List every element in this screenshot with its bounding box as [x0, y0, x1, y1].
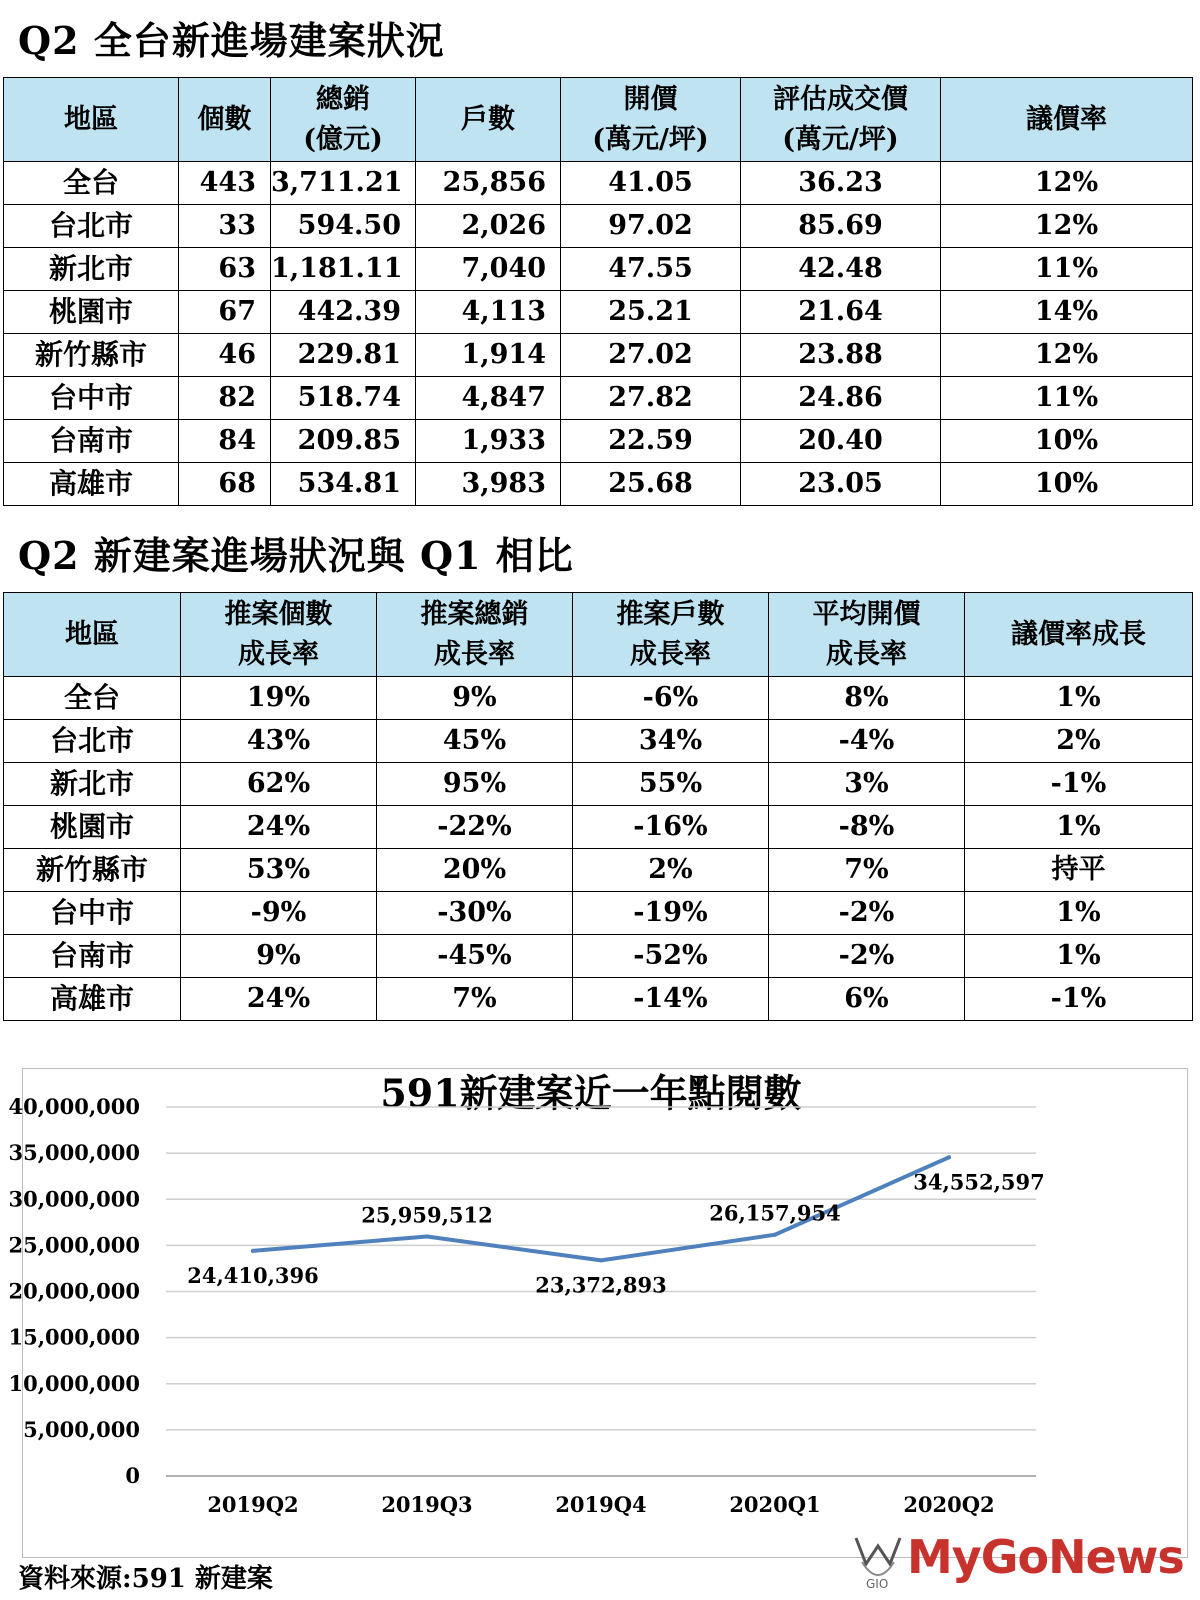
- value-cell: 1%: [965, 677, 1193, 720]
- value-cell: 25,856: [416, 162, 561, 205]
- table-row: [4, 677, 1193, 720]
- region-cell: 全台: [4, 162, 179, 205]
- value-cell: 3%: [769, 763, 965, 806]
- value-cell: -30%: [377, 892, 573, 935]
- y-tick-label: 5,000,000: [23, 1416, 140, 1442]
- table-row: [4, 291, 1193, 334]
- value-cell: 43%: [181, 720, 377, 763]
- table2-header-0: [4, 593, 181, 677]
- table-row: [4, 849, 1193, 892]
- table1-header-3: [416, 78, 561, 162]
- data-label: 34,552,597: [913, 1169, 1045, 1195]
- value-cell: 36.23: [741, 162, 941, 205]
- table-row: [4, 248, 1193, 291]
- table2-header-4: [769, 593, 965, 677]
- table-row: [4, 463, 1193, 506]
- value-cell: -52%: [573, 935, 769, 978]
- x-tick-label: 2020Q1: [729, 1492, 821, 1517]
- table-row: [4, 420, 1193, 463]
- table1-header-4-line-1: (萬元/坪): [592, 123, 709, 155]
- value-cell: 1,181.11: [271, 248, 416, 291]
- value-cell: 25.68: [561, 463, 741, 506]
- gio-logo-icon: [852, 1532, 904, 1592]
- data-source-note: 資料來源:591 新建案: [18, 1564, 273, 1594]
- data-label: 25,959,512: [361, 1202, 493, 1228]
- table1-header-0: [4, 78, 179, 162]
- table-row: [4, 978, 1193, 1021]
- data-point: [251, 1249, 255, 1253]
- y-tick-label: 15,000,000: [8, 1324, 140, 1350]
- table2-header-1-line-0: 推案個數: [224, 598, 333, 630]
- table-row: [4, 334, 1193, 377]
- table-row: [4, 806, 1193, 849]
- value-cell: 45%: [377, 720, 573, 763]
- gio-logo-text: GIO: [866, 1577, 889, 1591]
- value-cell: 24.86: [741, 377, 941, 420]
- value-cell: 97.02: [561, 205, 741, 248]
- value-cell: 9%: [377, 677, 573, 720]
- pageviews-chart: [8, 1068, 1188, 1558]
- table-row: [4, 377, 1193, 420]
- data-point: [947, 1155, 951, 1159]
- value-cell: 2,026: [416, 205, 561, 248]
- value-cell: 7%: [377, 978, 573, 1021]
- table2-header-3-line-0: 推案戶數: [616, 598, 725, 630]
- data-point: [425, 1235, 429, 1239]
- y-tick-label: 25,000,000: [8, 1232, 140, 1258]
- value-cell: 8%: [769, 677, 965, 720]
- table-row: [4, 720, 1193, 763]
- value-cell: 209.85: [271, 420, 416, 463]
- table1-header-1: [179, 78, 271, 162]
- value-cell: -4%: [769, 720, 965, 763]
- value-cell: 4,113: [416, 291, 561, 334]
- value-cell: 21.64: [741, 291, 941, 334]
- table2-header-5: [965, 593, 1193, 677]
- value-cell: -2%: [769, 892, 965, 935]
- table1-header-4-line-0: 開價: [623, 83, 678, 115]
- value-cell: 24%: [181, 978, 377, 1021]
- value-cell: -1%: [965, 978, 1193, 1021]
- y-tick-label: 35,000,000: [8, 1140, 140, 1166]
- value-cell: 67: [179, 291, 271, 334]
- value-cell: 534.81: [271, 463, 416, 506]
- table2-header-1-line-1: 成長率: [238, 638, 319, 670]
- value-cell: 46: [179, 334, 271, 377]
- table1-header-6: [941, 78, 1193, 162]
- value-cell: -22%: [377, 806, 573, 849]
- pageviews-chart-svg: [8, 1069, 1189, 1559]
- value-cell: 95%: [377, 763, 573, 806]
- value-cell: 27.02: [561, 334, 741, 377]
- region-cell: 高雄市: [4, 463, 179, 506]
- x-tick-label: 2019Q4: [555, 1492, 647, 1517]
- value-cell: 84: [179, 420, 271, 463]
- value-cell: 594.50: [271, 205, 416, 248]
- table-row: [4, 892, 1193, 935]
- table1-header-0-line-0: 地區: [64, 103, 118, 135]
- mygonews-watermark: [852, 1528, 1192, 1598]
- value-cell: 12%: [941, 205, 1193, 248]
- value-cell: 1,914: [416, 334, 561, 377]
- region-cell: 新竹縣市: [4, 334, 179, 377]
- table2-header-2: [377, 593, 573, 677]
- value-cell: 33: [179, 205, 271, 248]
- data-point: [773, 1233, 777, 1237]
- region-cell: 台北市: [4, 205, 179, 248]
- value-cell: 1%: [965, 935, 1193, 978]
- table1-header-2-line-0: 總銷: [316, 83, 370, 115]
- region-cell: 桃園市: [4, 806, 181, 849]
- table2-header-2-line-1: 成長率: [434, 638, 515, 670]
- value-cell: 41.05: [561, 162, 741, 205]
- data-label: 26,157,954: [709, 1200, 841, 1226]
- table1-header-2: [271, 78, 416, 162]
- region-cell: 桃園市: [4, 291, 179, 334]
- value-cell: 1%: [965, 806, 1193, 849]
- value-cell: 10%: [941, 420, 1193, 463]
- table1-header-2-line-1: (億元): [303, 123, 383, 155]
- value-cell: 53%: [181, 849, 377, 892]
- value-cell: 6%: [769, 978, 965, 1021]
- table-row: [4, 205, 1193, 248]
- value-cell: -45%: [377, 935, 573, 978]
- region-cell: 新竹縣市: [4, 849, 181, 892]
- value-cell: 229.81: [271, 334, 416, 377]
- table-row: [4, 935, 1193, 978]
- value-cell: 442.39: [271, 291, 416, 334]
- chart-title: 591新建案近一年點閱數: [380, 1070, 802, 1116]
- table2-header-row: [4, 593, 1193, 677]
- value-cell: 7,040: [416, 248, 561, 291]
- value-cell: 4,847: [416, 377, 561, 420]
- data-label: 24,410,396: [187, 1262, 319, 1288]
- value-cell: -6%: [573, 677, 769, 720]
- value-cell: 63: [179, 248, 271, 291]
- table2-header-3-line-1: 成長率: [630, 638, 711, 670]
- value-cell: 443: [179, 162, 271, 205]
- table1-header-row: [4, 78, 1193, 162]
- value-cell: 7%: [769, 849, 965, 892]
- table2-header-3: [573, 593, 769, 677]
- value-cell: 2%: [573, 849, 769, 892]
- data-point: [599, 1258, 603, 1262]
- x-tick-label: 2019Q2: [207, 1492, 299, 1517]
- value-cell: 62%: [181, 763, 377, 806]
- value-cell: 11%: [941, 248, 1193, 291]
- value-cell: -2%: [769, 935, 965, 978]
- value-cell: 3,711.21: [271, 162, 416, 205]
- value-cell: 518.74: [271, 377, 416, 420]
- table2-header-4-line-1: 成長率: [826, 638, 907, 670]
- value-cell: 42.48: [741, 248, 941, 291]
- region-cell: 台南市: [4, 420, 179, 463]
- table1-body: [4, 162, 1193, 506]
- y-tick-label: 0: [125, 1463, 140, 1488]
- value-cell: 1%: [965, 892, 1193, 935]
- value-cell: 24%: [181, 806, 377, 849]
- value-cell: 25.21: [561, 291, 741, 334]
- region-cell: 台中市: [4, 377, 179, 420]
- value-cell: 47.55: [561, 248, 741, 291]
- region-cell: 新北市: [4, 763, 181, 806]
- table1-header-3-line-0: 戶數: [461, 103, 515, 135]
- value-cell: 20%: [377, 849, 573, 892]
- new-projects-table: [3, 77, 1193, 506]
- value-cell: 22.59: [561, 420, 741, 463]
- y-tick-label: 10,000,000: [8, 1370, 140, 1396]
- value-cell: -14%: [573, 978, 769, 1021]
- region-cell: 高雄市: [4, 978, 181, 1021]
- y-tick-label: 40,000,000: [8, 1094, 140, 1119]
- table1-header-5-line-1: (萬元/坪): [782, 123, 899, 155]
- value-cell: 3,983: [416, 463, 561, 506]
- value-cell: 9%: [181, 935, 377, 978]
- y-tick-label: 30,000,000: [8, 1186, 140, 1212]
- value-cell: 1,933: [416, 420, 561, 463]
- value-cell: 20.40: [741, 420, 941, 463]
- value-cell: 55%: [573, 763, 769, 806]
- value-cell: 23.05: [741, 463, 941, 506]
- data-label: 23,372,893: [535, 1272, 667, 1298]
- table1-header-1-line-0: 個數: [197, 103, 252, 135]
- table2-body: [4, 677, 1193, 1021]
- value-cell: 23.88: [741, 334, 941, 377]
- value-cell: 82: [179, 377, 271, 420]
- value-cell: 14%: [941, 291, 1193, 334]
- x-tick-label: 2019Q3: [381, 1492, 473, 1517]
- table1-header-5: [741, 78, 941, 162]
- value-cell: -16%: [573, 806, 769, 849]
- table-row: [4, 763, 1193, 806]
- value-cell: -8%: [769, 806, 965, 849]
- value-cell: 持平: [965, 849, 1193, 892]
- region-cell: 台中市: [4, 892, 181, 935]
- table2-header-1: [181, 593, 377, 677]
- table1-title: Q2 全台新進場建案狀況: [18, 18, 445, 63]
- value-cell: 11%: [941, 377, 1193, 420]
- table2-header-0-line-0: 地區: [65, 618, 119, 650]
- region-cell: 台北市: [4, 720, 181, 763]
- region-cell: 全台: [4, 677, 181, 720]
- value-cell: 10%: [941, 463, 1193, 506]
- value-cell: 68: [179, 463, 271, 506]
- table-row: [4, 162, 1193, 205]
- value-cell: 19%: [181, 677, 377, 720]
- table2-header-2-line-0: 推案總銷: [420, 598, 529, 630]
- value-cell: 34%: [573, 720, 769, 763]
- growth-vs-q1-table: [3, 592, 1193, 1021]
- value-cell: 2%: [965, 720, 1193, 763]
- table1-header-5-line-0: 評估成交價: [773, 83, 908, 115]
- value-cell: -9%: [181, 892, 377, 935]
- region-cell: 新北市: [4, 248, 179, 291]
- value-cell: -1%: [965, 763, 1193, 806]
- y-tick-label: 20,000,000: [8, 1278, 140, 1304]
- table1-header-4: [561, 78, 741, 162]
- region-cell: 台南市: [4, 935, 181, 978]
- value-cell: 12%: [941, 162, 1193, 205]
- value-cell: -19%: [573, 892, 769, 935]
- watermark-text: MyGoNews: [907, 1530, 1184, 1584]
- table2-title: Q2 新建案進場狀況與 Q1 相比: [18, 533, 574, 578]
- value-cell: 12%: [941, 334, 1193, 377]
- value-cell: 27.82: [561, 377, 741, 420]
- table2-header-4-line-0: 平均開價: [812, 598, 921, 630]
- table2-header-5-line-0: 議價率成長: [1011, 618, 1146, 650]
- table1-header-6-line-0: 議價率: [1026, 103, 1107, 135]
- x-tick-label: 2020Q2: [903, 1492, 995, 1517]
- value-cell: 85.69: [741, 205, 941, 248]
